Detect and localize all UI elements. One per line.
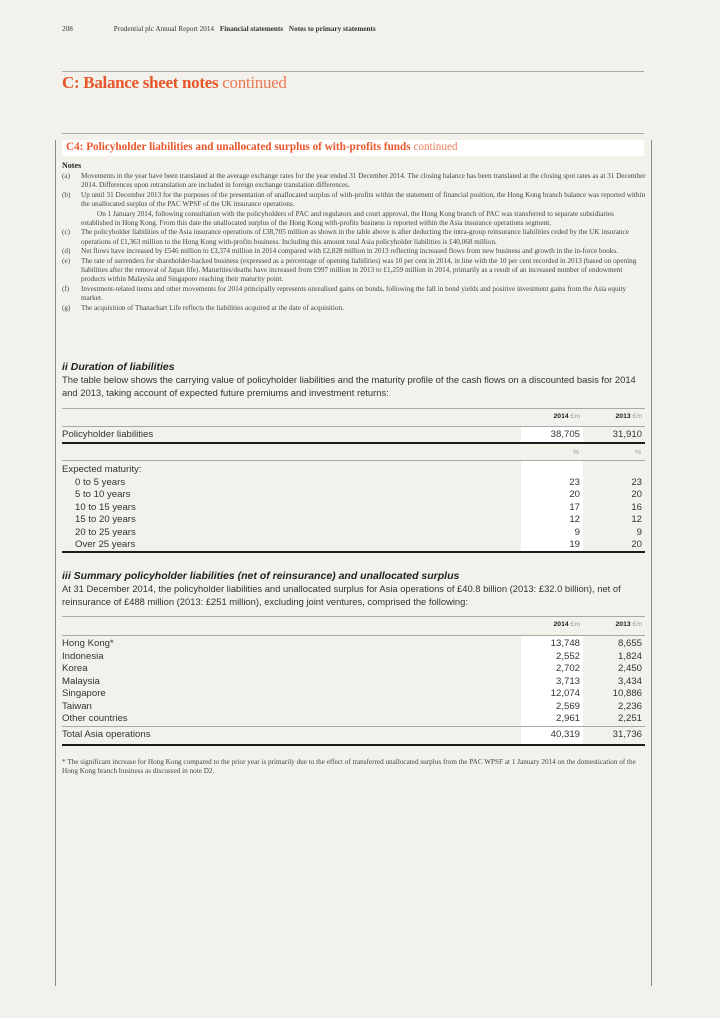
col-2013: 2013 £m [615,413,642,420]
report-name: Prudential plc Annual Report 2014 [113,25,215,33]
row-label: Other countries [62,713,128,724]
note-label: (e) [62,256,70,265]
heavy-rule [62,744,645,746]
value-2013: 9 [636,526,642,538]
row-label: Korea [62,663,88,674]
value-2014: 23 [569,476,580,488]
note-label: (b) [62,190,71,199]
row-label: Indonesia [62,650,104,662]
subsection-name: Notes to primary statements [288,25,376,33]
row-label: 5 to 10 years [75,489,131,500]
table-row [62,676,645,689]
value-2014: 2,702 [555,663,580,674]
duration-intro: The table below shows the carrying value of policyholder liabilities and the maturity profile of the cash flows on a discounted basis for 2014 and 2013, taking account of expected future premiums and investment returns: [62,374,636,398]
value-2013: 1,824 [617,650,642,662]
row-label: 0 to 5 years [75,476,126,488]
note-label: (a) [62,172,70,180]
table-top-rule [62,616,645,617]
table-row [62,502,645,515]
note-item [62,285,646,304]
table-row [62,539,645,552]
value-2013: 3,434 [617,675,642,687]
value-2013: 2,251 [617,713,642,724]
table-row [62,651,645,664]
value-2013: 31,736 [612,729,642,740]
page-title-suffix: continued [218,73,287,92]
row-label: Singapore [62,688,106,699]
row-label: Policyholder liabilities [62,429,154,440]
table-row [62,713,645,726]
note-item [62,191,646,229]
note-item [62,247,646,256]
row-label: Over 25 years [75,539,136,550]
header-rule [62,460,645,461]
note-text-continued: On 1 January 2014, following consultation with the policyholders of PAC and regulators and court approval, the Hong Kong branch of PAC was transferred to separate subsidiaries established in Hong Kong. From this date the unallocated surplus of the Hong Kong with-profits business is reported within the Asia insurance operations segment. [81,209,614,228]
subsection-title-suffix: continued [410,141,458,153]
note-item [62,228,646,247]
running-header [62,25,380,33]
table-row [62,638,645,651]
table-row [62,663,645,676]
table-row [62,514,645,527]
note-label: (f) [62,284,70,293]
table-row [62,477,645,490]
value-2013: 2,450 [617,663,642,674]
value-2014: 19 [569,539,580,550]
note-text: The rate of surrenders for shareholder-backed business (expressed as a percentage of opening liabilities) was 10 per cent in 2014, in line with the 10 per cent recorded in 2013 (based on opening liabilities after the removal of Japan life). Maturities/deaths have increased from £997 million in 2013 to £1,259 million in 2014, primarily as a result of an increased number of endowment products within Malaysia and Singapore reaching their maturity point. [81,256,637,284]
row-label: 10 to 15 years [75,501,136,513]
value-2014: 2,569 [555,700,580,712]
table-row [62,429,645,442]
row-label: Expected maturity: [62,464,142,475]
value-2014: 20 [569,489,580,500]
note-item [62,304,646,313]
table-row [62,464,645,477]
value-2014: 2,961 [555,713,580,724]
col-2014: 2014 £m [553,621,580,628]
note-text: Up until 31 December 2013 for the purposes of the presentation of unallocated surplus of with-profits within the statement of financial position, the Hong Kong branch balance was reported within the unallocated surplus of the PAC WPSF of the UK insurance operations. [81,190,646,209]
value-2013: 16 [631,501,642,513]
note-label: (g) [62,303,71,312]
note-text: Net flows have increased by £546 million to £3,374 million in 2014 compared with £2,828 million in 2013 reflecting increased flows from new business and growth in the in-force books. [81,247,618,256]
box-left-border [55,140,56,986]
pct-2014: % [572,449,579,456]
note-text: Investment-related items and other movements for 2014 principally represents unrealised gains on bonds, following the fall in bond yields and positive investment gains from the Asia equity market. [81,284,627,303]
box-top-rule [62,133,644,134]
page-title [62,73,287,93]
page-title-main: C: Balance sheet notes [62,73,219,92]
subsection-title-main: C4: Policyholder liabilities and unallocated surplus of with-profits funds [66,141,411,153]
footnote: * The significant increase for Hong Kong compared to the prior year is primarily due to the effect of transferred unallocated surplus from the PAC WPSF at 1 January 2014 on the domestication of the Hong Kong branch business as discussed in note D2. [62,758,636,776]
notes-heading: Notes [62,161,82,170]
value-2014: 9 [574,526,580,538]
value-2013: 23 [631,476,642,488]
value-2013: 20 [631,539,642,550]
row-label: 15 to 20 years [75,514,136,525]
duration-heading: ii Duration of liabilities [62,361,175,373]
value-2014: 2,552 [555,650,580,662]
note-text: The policyholder liabilities of the Asia insurance operations of £38,705 million as shown in the table above is after deducting the intra-group reinsurance liabilities ceded by the UK insurance operations of £1,363 million to the Hong Kong with-profits business. Including this amount total Asia policyholder liabilities is £40,068 million. [81,228,629,246]
col-2013: 2013 £m [615,621,642,628]
table-row [62,688,645,701]
note-item [62,172,646,191]
subtotal-rule [62,726,645,727]
total-row [62,729,645,742]
note-item [62,257,646,285]
header-rule [62,426,645,427]
page-number: 208 [62,25,73,33]
note-label: (d) [62,247,71,256]
row-label: Hong Kong* [62,638,114,649]
row-label: Taiwan [62,700,92,712]
table-top-rule [62,408,645,409]
value-2013: 2,236 [617,700,642,712]
divider [62,71,644,72]
value-2014: 17 [569,501,580,513]
note-label: (c) [62,228,70,237]
summary-heading: iii Summary policyholder liabilities (net of reinsurance) and unallocated surplus [62,570,460,582]
notes-list [62,172,646,313]
heavy-rule [62,551,645,553]
note-text: The acquisition of Thanachart Life reflects the liabilities acquired at the date of acquisition. [81,303,344,312]
value-2013: 20 [631,489,642,500]
value-2014: 38,705 [550,429,580,440]
col-2014: 2014 £m [553,413,580,420]
heavy-rule [62,442,645,444]
box-right-border [651,140,652,986]
value-2013: 10,886 [612,688,642,699]
subsection-title [66,141,458,153]
row-label: 20 to 25 years [75,526,136,538]
row-label: Malaysia [62,675,100,687]
value-2014: 12 [569,514,580,525]
summary-intro: At 31 December 2014, the policyholder liabilities and unallocated surplus for Asia operations of £40.8 billion (2013: £32.0 billion), net of reinsurance of £488 million (2013: £251 million), excluding joint ventures, comprised the following: [62,583,621,607]
pct-2013: % [634,449,641,456]
value-2013: 8,655 [617,638,642,649]
value-2013: 12 [631,514,642,525]
value-2014: 40,319 [550,729,580,740]
table-row [62,489,645,502]
table-row [62,527,645,540]
value-2013: 31,910 [612,429,642,440]
value-2014: 12,074 [550,688,580,699]
value-2014: 13,748 [550,638,580,649]
header-rule [62,635,645,636]
table-row [62,701,645,714]
row-label: Total Asia operations [62,729,151,740]
section-name: Financial statements [219,25,284,33]
value-2014: 3,713 [555,675,580,687]
note-text: Movements in the year have been translated at the average exchange rates for the year ended 31 December 2014. The closing balance has been translated at the closing spot rates as at 31 December 2014. Differences upon retranslation are included in foreign exchange translation differences. [81,172,646,190]
